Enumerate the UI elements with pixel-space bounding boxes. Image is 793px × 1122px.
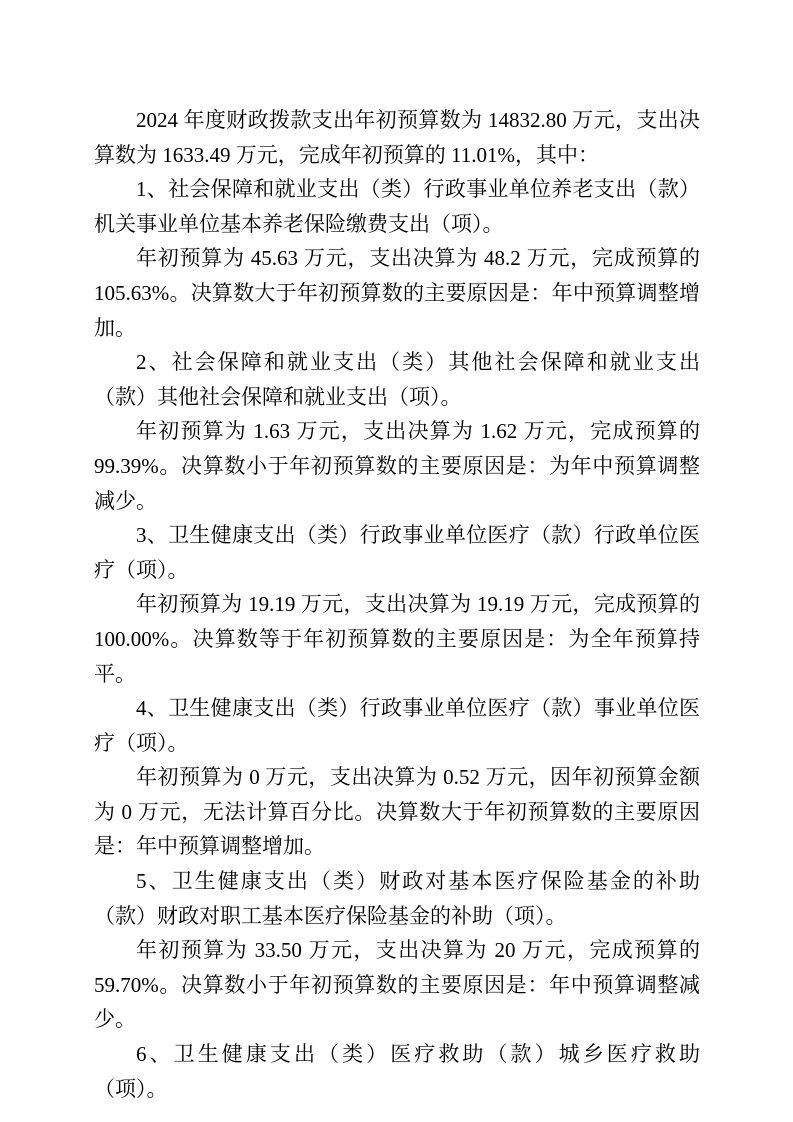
para-item3-detail: 年初预算为 19.19 万元，支出决算为 19.19 万元，完成预算的 100.00%。决算数等于年初预算数的主要原因是：为全年预算持平。 bbox=[94, 592, 700, 686]
para-item3-heading: 3、卫生健康支出（类）行政事业单位医疗（款）行政单位医疗（项）。 bbox=[94, 523, 700, 582]
para-item1-detail: 年初预算为 45.63 万元，支出决算为 48.2 万元，完成预算的 105.63%。决算数大于年初预算数的主要原因是：年中预算调整增加。 bbox=[94, 246, 700, 340]
para-item2-heading: 2、社会保障和就业支出（类）其他社会保障和就业支出（款）其他社会保障和就业支出（项）。 bbox=[94, 350, 700, 409]
para-budget-overview: 2024 年度财政拨款支出年初预算数为 14832.80 万元，支出决算数为 1633.49 万元，完成年初预算的 11.01%，其中： bbox=[94, 108, 700, 167]
document-text-block bbox=[94, 103, 700, 1106]
para-item1-heading: 1、社会保障和就业支出（类）行政事业单位养老支出（款）机关事业单位基本养老保险缴费支出（项）。 bbox=[94, 177, 700, 236]
para-item4-detail: 年初预算为 0 万元，支出决算为 0.52 万元，因年初预算金额为 0 万元，无法计算百分比。决算数大于年初预算数的主要原因是：年中预算调整增加。 bbox=[94, 765, 700, 859]
para-item5-detail: 年初预算为 33.50 万元，支出决算为 20 万元，完成预算的 59.70%。决算数小于年初预算数的主要原因是：年中预算调整减少。 bbox=[94, 938, 700, 1032]
para-item4-heading: 4、卫生健康支出（类）行政事业单位医疗（款）事业单位医疗（项）。 bbox=[94, 696, 700, 755]
para-item2-detail: 年初预算为 1.63 万元，支出决算为 1.62 万元，完成预算的 99.39%。决算数小于年初预算数的主要原因是：为年中预算调整减少。 bbox=[94, 419, 700, 513]
para-item5-heading: 5、卫生健康支出（类）财政对基本医疗保险基金的补助（款）财政对职工基本医疗保险基金的补助（项）。 bbox=[94, 869, 700, 928]
para-item6-heading: 6、卫生健康支出（类）医疗救助（款）城乡医疗救助（项）。 bbox=[94, 1042, 700, 1101]
